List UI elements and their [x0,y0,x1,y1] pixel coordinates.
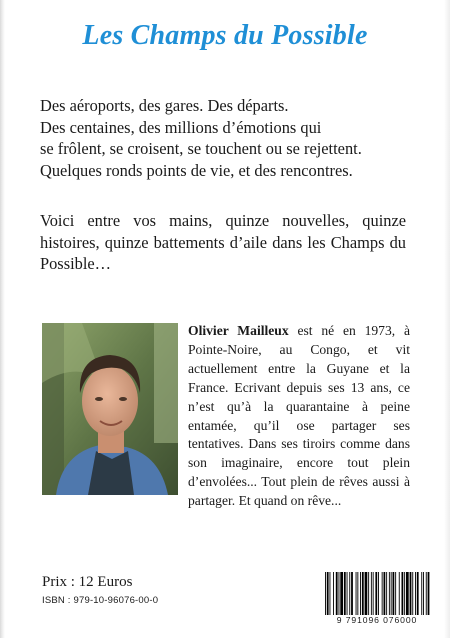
intro-paragraph: Voici entre vos mains, quinze nouvelles, quinze histoires, quinze battements d’aile dans les Champs du Possible… [40,211,406,273]
blurb-line: Des aéroports, des gares. Des départs. [40,96,289,115]
blurb-line: Des centaines, des millions d’émotions qui [40,117,322,137]
price: Prix : 12 Euros [42,574,133,590]
isbn: ISBN : 979-10-96076-00-0 [42,595,159,606]
blurb [40,95,400,181]
author-photo [42,323,178,495]
barcode-number: 9 791096 076000 [322,615,432,625]
book-title: Les Champs du Possible [82,20,368,51]
blurb-line: Quelques ronds points de vie, et des rencontres. [40,160,353,180]
author-bio-text: est né en 1973, à Pointe-Noire, au Congo, et vit actuellement entre la Guyane et la France. Ecrivant depuis ses 13 ans, ce n’est qu’à la quarantaine à peine entamée, qu’il ose partager ses tentatives. Dans ses tiroirs comme dans son imaginaire, encore tout plein d’envolées... Tout plein de rêves aussi à partager. Et quand on rêve... [188,323,410,509]
blurb-line: se frôlent, se croisent, se touchent ou se rejettent. [40,139,362,158]
author-name: Olivier Mailleux [188,323,289,338]
author-bio [188,322,410,511]
